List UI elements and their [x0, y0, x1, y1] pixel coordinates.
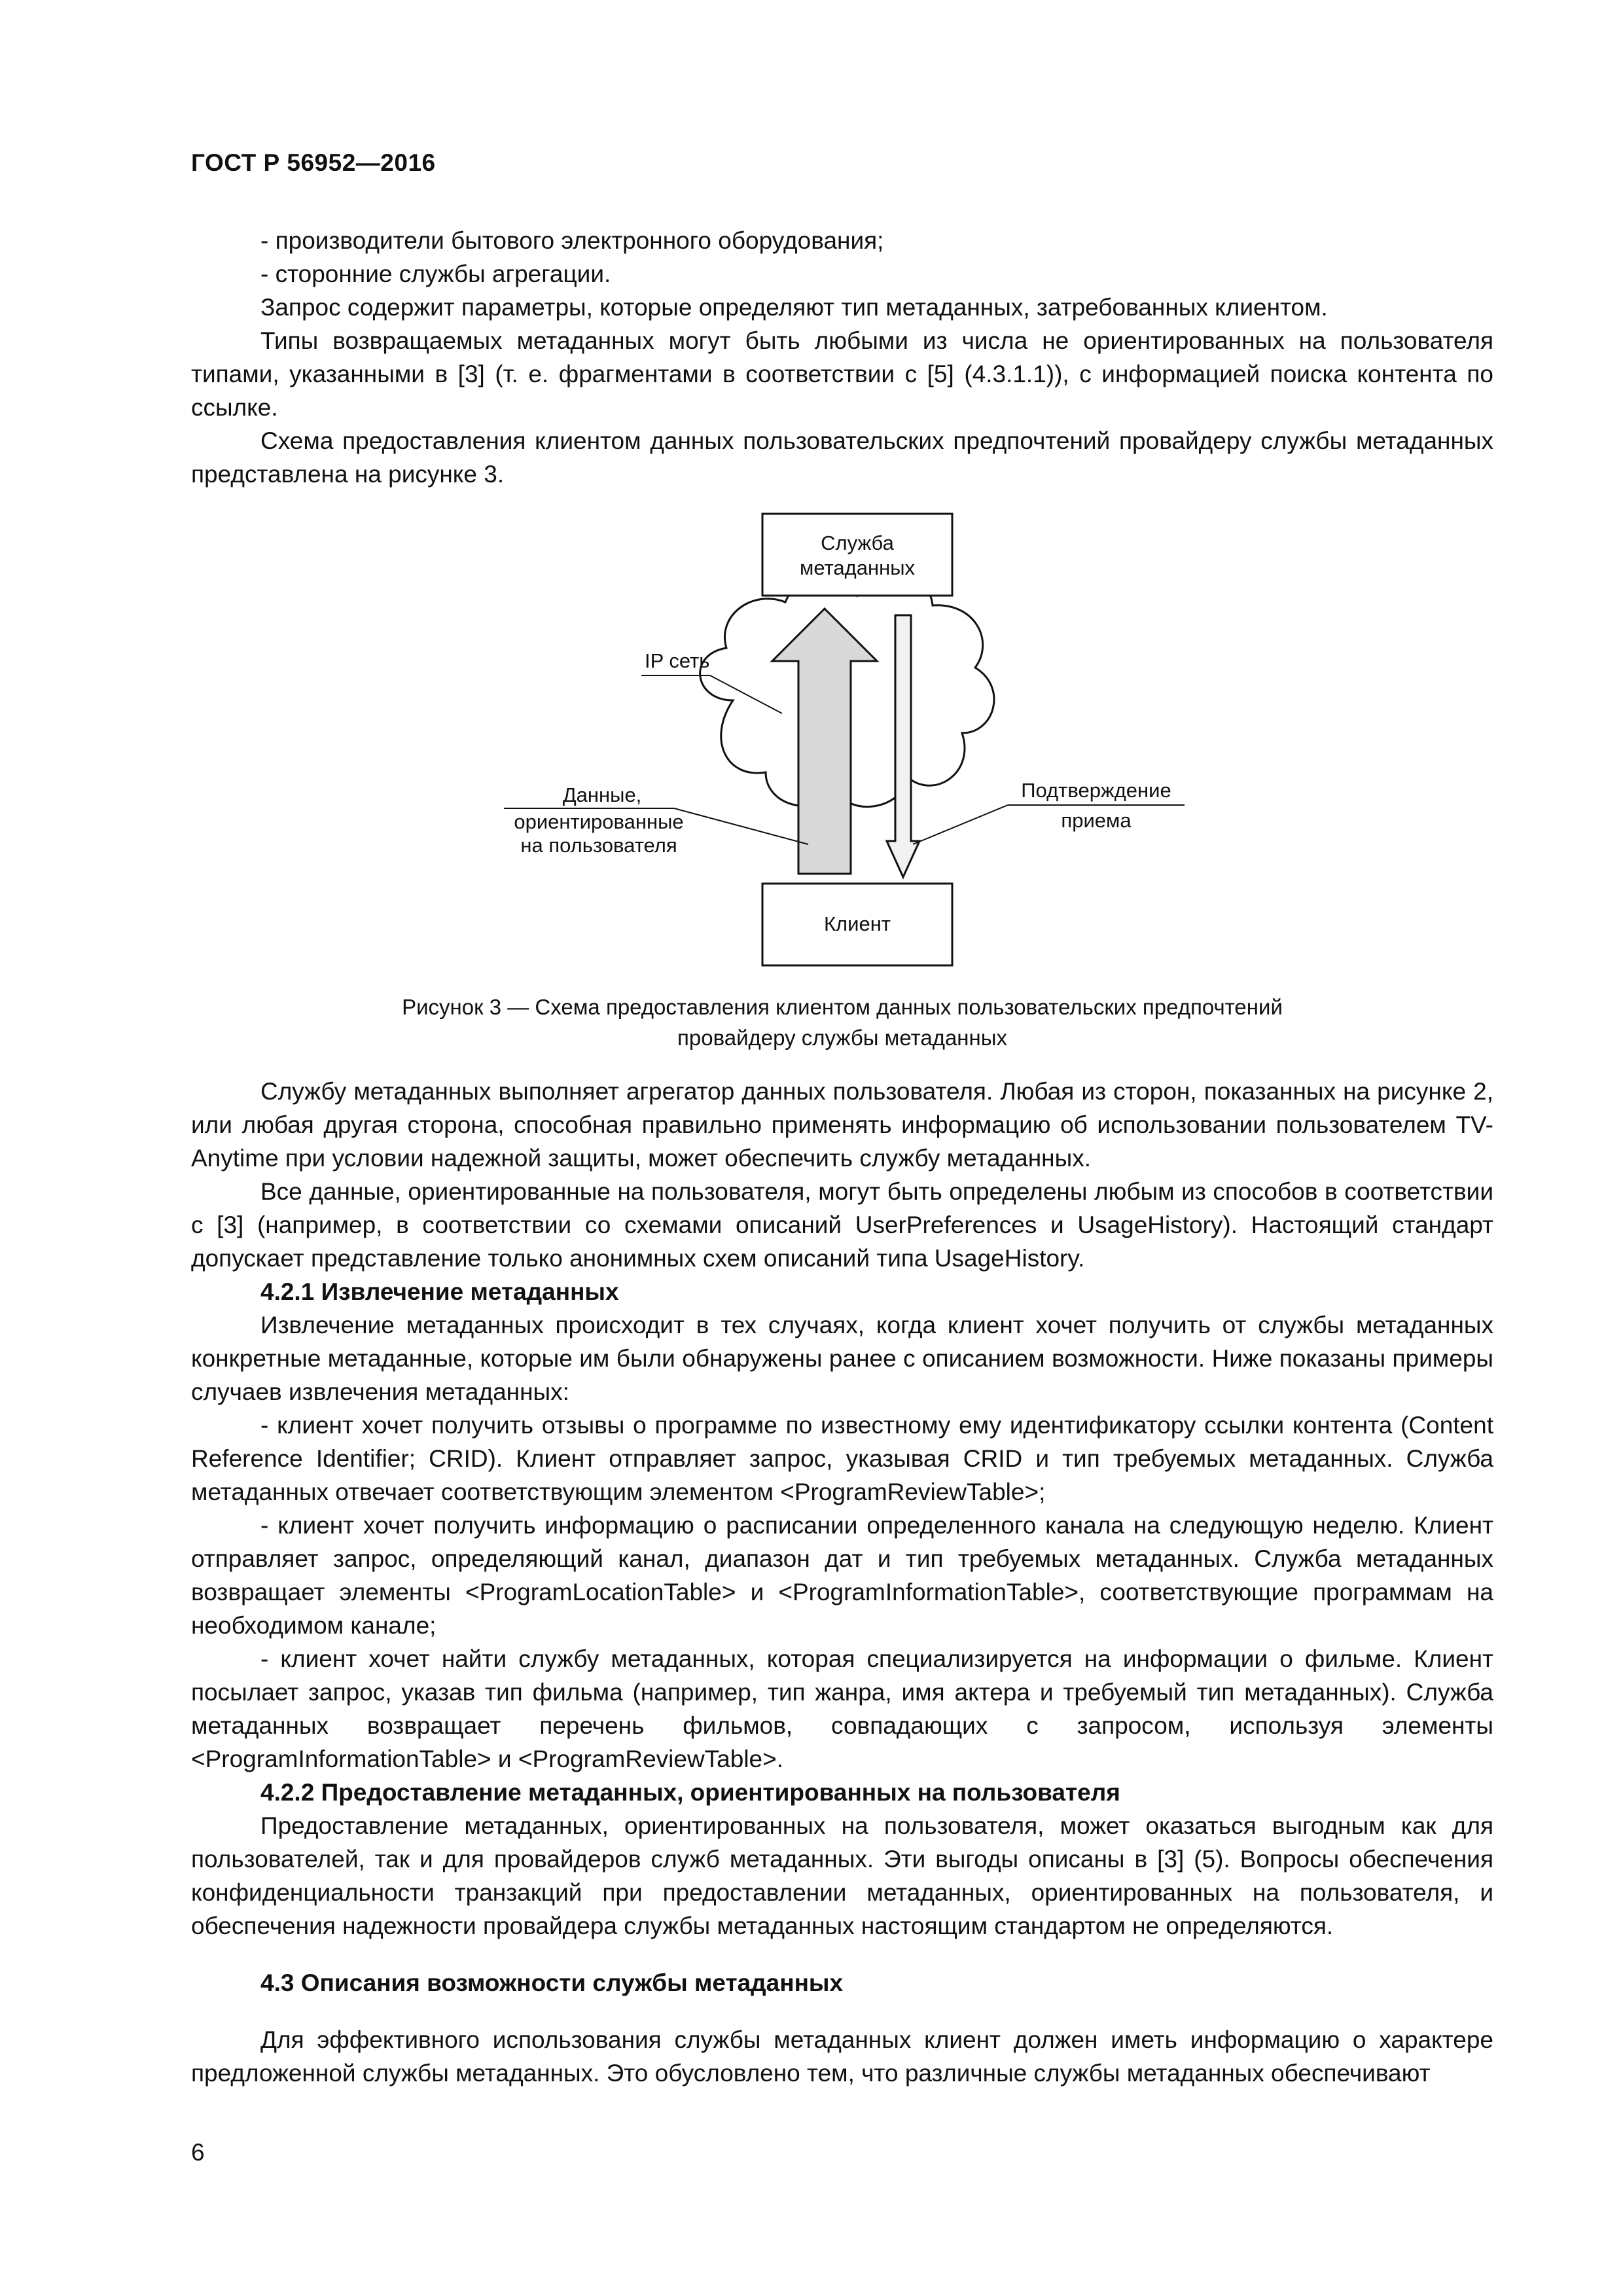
- intro-paragraph-1: Запрос содержит параметры, которые определяют тип метаданных, затребованных клиентом.: [260, 294, 1328, 321]
- user-data-label-3: на пользователя: [520, 834, 677, 857]
- body-paragraph-2: Все данные, ориентированные на пользователя, могут быть определены любым из способов в соответствии с [3] (например, в соответствии со схемами описаний UserPreferences и UsageHistory). Настоящий стандарт допускает представление только анонимных схем описаний типа UsageHistory.: [191, 1178, 1493, 1272]
- user-data-pointer: [674, 808, 808, 844]
- intro-paragraph-3: Схема предоставления клиентом данных пользовательских предпочтений провайдеру службы метаданных представлена на рисунке 3.: [191, 427, 1493, 488]
- section-heading-4-3: 4.3 Описания возможности службы метаданных: [260, 1969, 844, 1996]
- intro-bullet-2: - сторонние службы агрегации.: [260, 260, 611, 287]
- body-bullet-3: - клиент хочет найти службу метаданных, которая специализируется на информации о фильме. Клиент посылает запрос, указав тип фильма (например, тип жанра, имя актера и требуемый тип метаданных). Служба метаданных возвращает перечень фильмов, совпадающих с запросом, используя элементы <ProgramInformationTable> и <ProgramReviewTable>.: [191, 1645, 1493, 1772]
- intro-paragraph-2: Типы возвращаемых метаданных могут быть любыми из числа не ориентированных на пользователя типами, указанными в [3] (т. е. фрагментами в соответствии с [5] (4.3.1.1)), с информацией поиска контента по ссылке.: [191, 327, 1493, 421]
- figure-3-diagram: [458, 504, 1211, 975]
- section-heading-4-2-1: 4.2.1 Извлечение метаданных: [260, 1278, 619, 1305]
- intro-bullet-1: - производители бытового электронного оборудования;: [260, 227, 884, 254]
- figure-caption: [191, 992, 1493, 1053]
- acknowledgement-label-1: Подтверждение: [1021, 779, 1171, 802]
- metadata-service-label-2: метаданных: [800, 556, 915, 579]
- metadata-service-label-1: Служба: [821, 531, 894, 554]
- metadata-service-box: [762, 514, 952, 596]
- figure-caption-line-1: Рисунок 3 — Схема предоставления клиентом данных пользовательских предпочтений: [402, 995, 1283, 1019]
- acknowledgement-label-2: приема: [1061, 809, 1132, 832]
- page-number: 6: [191, 2139, 205, 2166]
- standard-code-header: ГОСТ Р 56952—2016: [191, 149, 436, 176]
- body-paragraph-4: Предоставление метаданных, ориентированных на пользователя, может оказаться выгодным как для пользователей, так и для провайдеров служб метаданных. Эти выгоды описаны в [3] (5). Вопросы обеспечения конфиденциальности транзакций при предоставлении метаданных, ориентированных на пользователя, и обеспечения надежности провайдера службы метаданных настоящим стандартом не определяются.: [191, 1812, 1493, 1939]
- intro-text: [191, 224, 1493, 491]
- body-bullet-2: - клиент хочет получить информацию о расписании определенного канала на следующую неделю. Клиент отправляет запрос, определяющий канал, диапазон дат и тип требуемых метаданных. Служба метаданных возвращает элементы <ProgramLocationTable> и <ProgramInformationTable>, соответствующие программам на необходимом канале;: [191, 1512, 1493, 1639]
- user-data-label-2: ориентированные: [514, 810, 684, 833]
- figure-caption-line-2: провайдеру службы метаданных: [677, 1026, 1007, 1050]
- acknowledgement-pointer: [913, 805, 1008, 844]
- client-label: Клиент: [823, 912, 891, 935]
- body-text: [191, 1075, 1493, 2090]
- ip-network-label: IP сеть: [645, 649, 710, 672]
- body-paragraph-1: Службу метаданных выполняет агрегатор данных пользователя. Любая из сторон, показанных на рисунке 2, или любая другая сторона, способная правильно применять информацию об использовании пользователем TV-Anytime при условии надежной защиты, может обеспечить службу метаданных.: [191, 1078, 1493, 1172]
- user-data-label-1: Данные,: [562, 783, 642, 806]
- body-paragraph-3: Извлечение метаданных происходит в тех случаях, когда клиент хочет получить от службы метаданных конкретные метаданные, которые им были обнаружены ранее с описанием возможности. Ниже показаны примеры случаев извлечения метаданных:: [191, 1312, 1493, 1405]
- section-heading-4-2-2: 4.2.2 Предоставление метаданных, ориентированных на пользователя: [260, 1779, 1120, 1806]
- body-bullet-1: - клиент хочет получить отзывы о программе по известному ему идентификатору ссылки контента (Content Reference Identifier; CRID). Клиент отправляет запрос, указывая CRID и тип требуемых метаданных. Служба метаданных отвечает соответствующим элементом <ProgramReviewTable>;: [191, 1412, 1493, 1505]
- body-paragraph-5: Для эффективного использования службы метаданных клиент должен иметь информацию о характере предложенной службы метаданных. Это обусловлено тем, что различные службы метаданных обеспечивают: [191, 2026, 1493, 2087]
